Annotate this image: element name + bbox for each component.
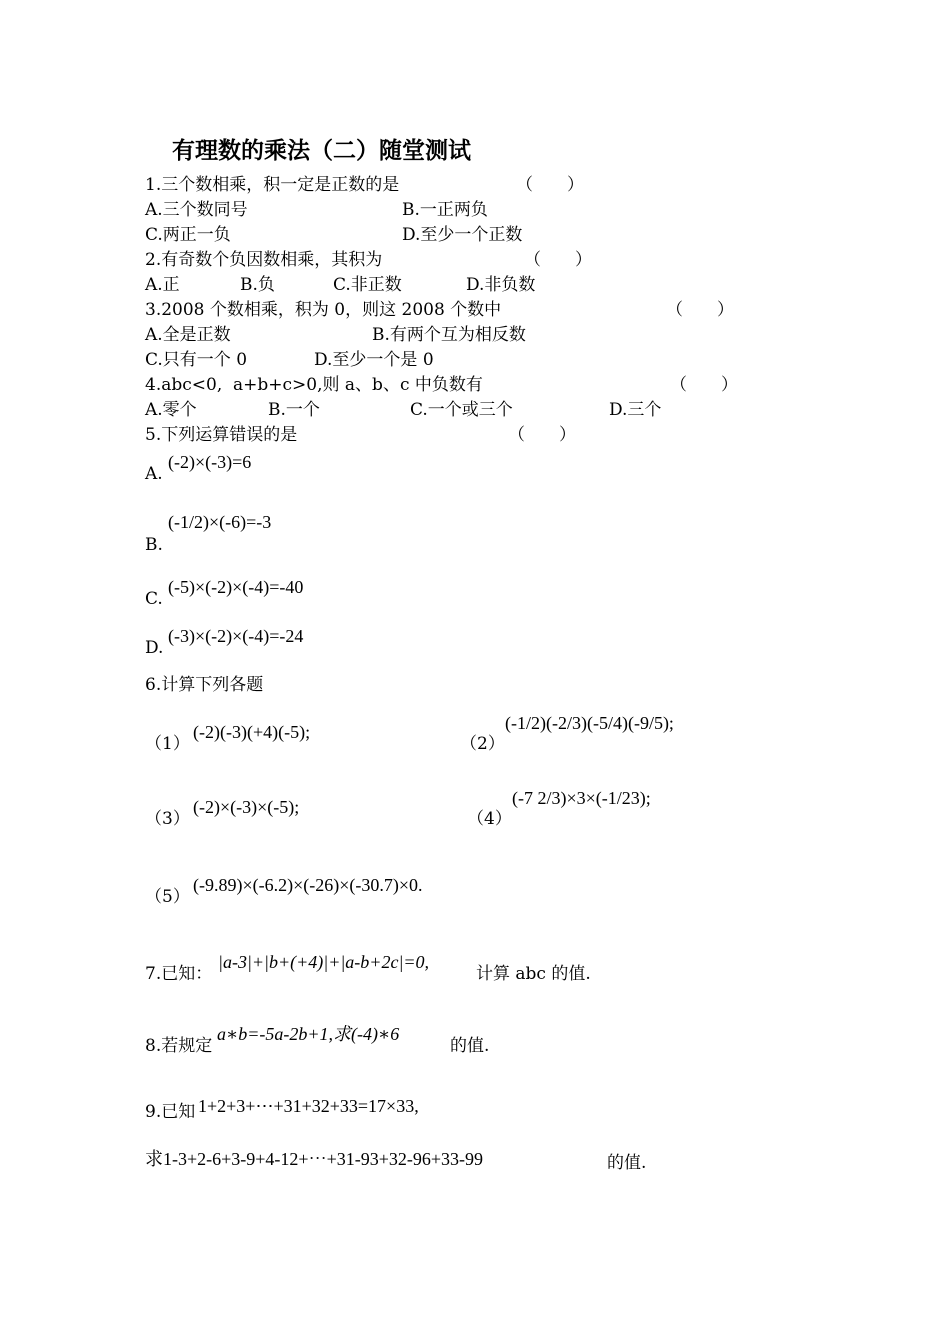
- question-3-option-d: D.至少一个是 0: [314, 350, 434, 370]
- question-5-option-c-formula: (-5)×(-2)×(-4)=-40: [168, 577, 304, 597]
- question-6-item-1-formula: (-2)(-3)(+4)(-5);: [193, 722, 311, 742]
- question-6-item-4-formula: (-7 2/3)×3×(-1/23);: [512, 788, 651, 808]
- question-2-option-d: D.非负数: [466, 275, 536, 295]
- question-7-suffix: 计算 abc 的值.: [476, 964, 591, 984]
- question-5-option-d-formula: (-3)×(-2)×(-4)=-24: [168, 626, 304, 646]
- question-5-option-a-label: A.: [145, 464, 163, 484]
- question-5-option-b-label: B.: [145, 535, 163, 555]
- question-8-prefix: 8.若规定: [145, 1036, 213, 1056]
- question-6-item-1-label: （1）: [145, 734, 190, 754]
- question-2-answer-paren: （ ）: [524, 250, 592, 270]
- question-6-stem: 6.计算下列各题: [145, 675, 264, 695]
- question-5-option-c-label: C.: [145, 589, 163, 609]
- question-7-formula: |a-3|+|b+(+4)|+|a-b+2c|=0,: [218, 952, 430, 972]
- question-3-answer-paren: （ ）: [666, 300, 734, 320]
- question-2-option-c: C.非正数: [333, 275, 402, 295]
- question-4-option-d: D.三个: [609, 400, 662, 420]
- question-6-item-4-label: （4）: [467, 809, 512, 829]
- question-1-option-b: B.一正两负: [402, 200, 488, 220]
- question-4-answer-paren: （ ）: [670, 375, 738, 395]
- question-1-stem: 1.三个数相乘，积一定是正数的是: [145, 175, 400, 195]
- question-5-answer-paren: （ ）: [508, 425, 576, 445]
- question-5-stem: 5.下列运算错误的是: [145, 425, 298, 445]
- question-1-option-c: C.两正一负: [145, 225, 231, 245]
- question-1-option-d: D.至少一个正数: [402, 225, 523, 245]
- question-3-option-a: A.全是正数: [145, 325, 231, 345]
- question-3-stem: 3.2008 个数相乘，积为 0，则这 2008 个数中: [145, 300, 502, 320]
- question-6-item-5-formula: (-9.89)×(-6.2)×(-26)×(-30.7)×0.: [193, 875, 423, 895]
- question-6-item-2-formula: (-1/2)(-2/3)(-5/4)(-9/5);: [505, 713, 674, 733]
- question-9-formula-ask: 求1-3+2-6+3-9+4-12+⋯+31-93+32-96+33-99: [145, 1149, 484, 1169]
- question-8-suffix: 的值.: [450, 1036, 490, 1056]
- question-8-formula: a∗b=-5a-2b+1,求(-4)∗6: [217, 1024, 400, 1044]
- question-4-option-c: C.一个或三个: [410, 400, 513, 420]
- question-3-option-c: C.只有一个 0: [145, 350, 248, 370]
- question-5-option-d-label: D.: [145, 638, 164, 658]
- question-7-prefix: 7.已知：: [145, 964, 213, 984]
- question-6-item-5-label: （5）: [145, 887, 190, 907]
- question-4-stem: 4.abc<0, a+b+c>0,则 a、b、c 中负数有: [145, 375, 483, 395]
- question-4-option-a: A.零个: [145, 400, 197, 420]
- question-6-item-2-label: （2）: [460, 734, 505, 754]
- question-9-formula-given: 1+2+3+⋯+31+32+33=17×33,: [198, 1096, 419, 1116]
- question-2-option-b: B.负: [240, 275, 275, 295]
- question-2-option-a: A.正: [145, 275, 180, 295]
- question-5-option-a-formula: (-2)×(-3)=6: [168, 452, 252, 472]
- question-9-prefix: 9.已知: [145, 1102, 196, 1122]
- question-1-answer-paren: （ ）: [516, 175, 584, 195]
- page-title: 有理数的乘法（二）随堂测试: [172, 137, 471, 164]
- question-1-option-a: A.三个数同号: [145, 200, 248, 220]
- question-5-option-b-formula: (-1/2)×(-6)=-3: [168, 512, 272, 532]
- question-4-option-b: B.一个: [268, 400, 320, 420]
- question-2-stem: 2.有奇数个负因数相乘，其积为: [145, 250, 383, 270]
- question-6-item-3-label: （3）: [145, 809, 190, 829]
- question-9-suffix: 的值.: [607, 1153, 647, 1173]
- question-6-item-3-formula: (-2)×(-3)×(-5);: [193, 797, 300, 817]
- question-3-option-b: B.有两个互为相反数: [372, 325, 526, 345]
